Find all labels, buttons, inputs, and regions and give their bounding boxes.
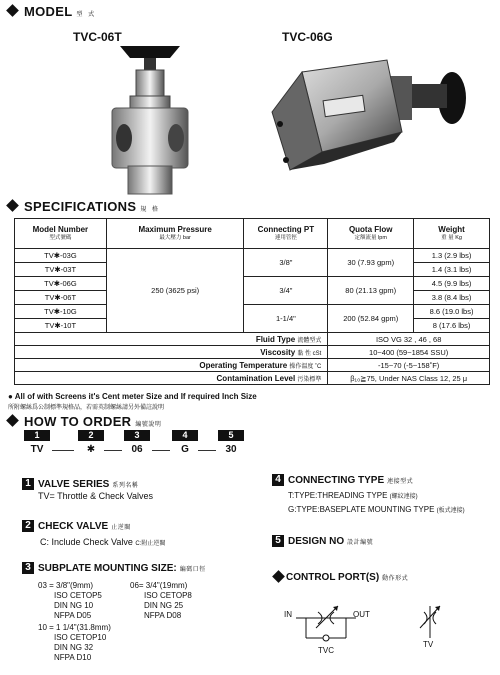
- order-value-size: 06: [131, 444, 143, 455]
- order-number-1: 1: [24, 430, 50, 441]
- valve-image-tvc06g: [262, 42, 472, 192]
- specifications-table: [14, 218, 490, 385]
- diamond-bullet-icon: [272, 570, 285, 583]
- valve-series-title: 1 VALVE SERIES 系列名稱: [22, 478, 138, 490]
- header-connecting-pt: Connecting PT 連用管徑: [244, 219, 328, 249]
- design-no-title: 5 DESIGN NO 設計編號: [272, 535, 373, 547]
- specifications-heading: SPECIFICATIONS 規 格: [8, 199, 160, 214]
- order-value-series: TV: [30, 444, 44, 455]
- header-max-pressure: Maximum Pressure 最大壓力 bar: [106, 219, 244, 249]
- subplate-col-06: 06= 3/4"(19mm) ISO CETOP8 DIN NG 25 NFPA D08: [130, 581, 192, 620]
- table-row: TV✱-03G 250 (3625 psi) 3/8" 30 (7.93 gpm) 1.3 (2.9 lbs): [15, 249, 490, 263]
- symbol-label-tvc: TVC: [318, 646, 334, 655]
- order-value-connecting: G: [181, 444, 189, 455]
- order-dash: [152, 450, 170, 451]
- valve-series-text: TV= Throttle & Check Valves: [38, 491, 153, 501]
- order-value-check: ✱: [86, 444, 96, 455]
- control-ports-title: CONTROL PORT(S) 動作形式: [274, 572, 408, 583]
- order-number-3: 3: [124, 430, 150, 441]
- check-valve-title: 2 CHECK VALVE 止逆閥: [22, 520, 131, 532]
- subplate-col-10: 10 = 1 1/4"(31.8mm) ISO CETOP10 DIN NG 32 NFPA D10: [38, 623, 111, 662]
- valve-image-tvc06t: [90, 40, 210, 200]
- connecting-type-threading: T:TYPE:THREADING TYPE (螺紋連接): [288, 491, 418, 500]
- table-row: TV✱-06T 3.8 (8.4 lbs): [15, 291, 490, 305]
- order-number-4: 4: [172, 430, 198, 441]
- model-label-tvc06g: TVC-06G: [282, 30, 333, 44]
- specifications-note-cn: 所附螺絲爲公制標準規格品，若需英制螺絲請另外備註說明: [8, 405, 165, 411]
- model-heading: MODEL 型 式: [8, 4, 96, 19]
- property-row-fluid: Fluid Type 流體型式 ISO VG 32 , 46 , 68: [15, 333, 490, 346]
- subplate-size-title: 3 SUBPLATE MOUNTING SIZE: 編碼口徑: [22, 562, 206, 574]
- table-row: TV✱-03T 1.4 (3.1 lbs): [15, 263, 490, 277]
- order-dash: [198, 450, 216, 451]
- order-number-2: 2: [78, 430, 104, 441]
- diamond-bullet-icon: [6, 414, 19, 427]
- property-row-temperature: Operating Temperature 操作溫度 ˚C -15~70 (-5~158˚F): [15, 359, 490, 372]
- subplate-col-03: 03 = 3/8"(9mm) ISO CETOP5 DIN NG 10 NFPA D05: [38, 581, 102, 620]
- table-header-row: [15, 219, 490, 249]
- order-value-design: 30: [225, 444, 237, 455]
- model-label-tvc06t: TVC-06T: [73, 30, 122, 44]
- diamond-bullet-icon: [6, 4, 19, 17]
- diamond-bullet-icon: [6, 199, 19, 212]
- property-row-contamination: Contamination Level 污染標準 β₁₀≧75, Under NAS Class 12, 25 μ: [15, 372, 490, 385]
- order-number-5: 5: [218, 430, 244, 441]
- header-model-number: Model Number 型式號碼: [15, 219, 107, 249]
- header-weight: Weight 重 量 Kg: [414, 219, 490, 249]
- specifications-note: ● All of with Screens it's Cent meter Size and If required Inch Size: [8, 392, 257, 401]
- property-row-viscosity: Viscosity 黏 性 cSt 10~400 (59~1854 SSU): [15, 346, 490, 359]
- table-row: TV✱-10T 8 (17.6 lbs): [15, 319, 490, 333]
- connecting-type-title: 4 CONNECTING TYPE 連接型式: [272, 474, 413, 486]
- tvc-symbol-diagram: [290, 598, 450, 646]
- table-row: TV✱-06G 3/4" 80 (21.13 gpm) 4.5 (9.9 lbs): [15, 277, 490, 291]
- port-label-in: IN: [284, 610, 292, 619]
- pressure-cell: 250 (3625 psi): [106, 249, 244, 333]
- order-dash: [104, 450, 122, 451]
- table-row: TV✱-10G 1-1/4" 200 (52.84 gpm) 8.6 (19.0 lbs): [15, 305, 490, 319]
- port-label-out: OUT: [353, 610, 370, 619]
- check-valve-text: C: Include Check Valve C:附止逆閥: [40, 537, 166, 547]
- order-dash: [52, 450, 74, 451]
- connecting-type-baseplate: G:TYPE:BASEPLATE MOUNTING TYPE (板式連接): [288, 505, 465, 514]
- how-to-order-heading: HOW TO ORDER 編號說明: [8, 414, 161, 429]
- symbol-label-tv: TV: [423, 640, 434, 649]
- header-quota-flow: Quota Flow 定額流量 lpm: [328, 219, 414, 249]
